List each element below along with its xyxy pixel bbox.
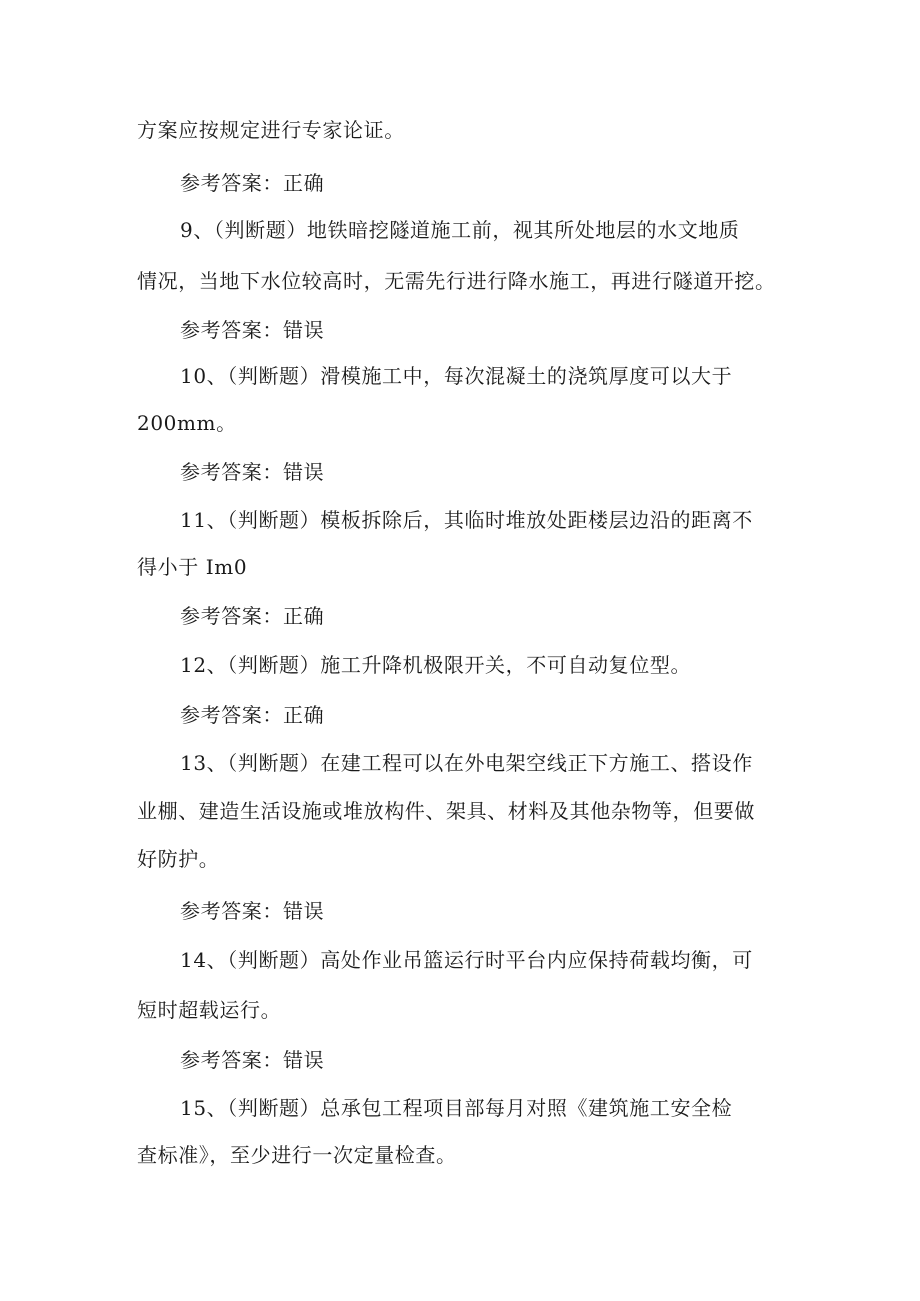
question-10-line-1: 10、（判断题）滑模施工中，每次混凝土的浇筑厚度可以大于 — [180, 364, 733, 388]
question-11-line-2: 得小于 Im0 — [137, 555, 248, 579]
question-13-line-2: 业棚、建造生活设施或堆放构件、架具、材料及其他杂物等，但要做 — [137, 799, 755, 823]
question-12: 12、（判断题）施工升降机极限开关，不可自动复位型。 — [180, 653, 692, 677]
question-9-line-2: 情况，当地下水位较高时，无需先行进行降水施工，再进行隧道开挖。 — [137, 269, 776, 293]
question-14-line-2: 短时超载运行。 — [137, 998, 282, 1022]
answer-8: 参考答案：正确 — [180, 171, 325, 195]
answer-12: 参考答案：正确 — [180, 703, 325, 727]
answer-14: 参考答案：错误 — [180, 1048, 325, 1072]
question-9-line-1: 9、（判断题）地铁暗挖隧道施工前，视其所处地层的水文地质 — [180, 218, 740, 242]
question-10-line-2: 200mm。 — [137, 411, 237, 435]
question-14-line-1: 14、（判断题）高处作业吊篮运行时平台内应保持荷载均衡，可 — [180, 948, 753, 972]
answer-13: 参考答案：错误 — [180, 899, 325, 923]
question-11-line-1: 11、（判断题）模板拆除后，其临时堆放处距楼层边沿的距离不 — [180, 508, 753, 532]
question-15-line-2: 查标准》，至少进行一次定量检查。 — [137, 1143, 457, 1167]
answer-10: 参考答案：错误 — [180, 460, 325, 484]
answer-11: 参考答案：正确 — [180, 604, 325, 628]
answer-9: 参考答案：错误 — [180, 318, 325, 342]
question-13-line-1: 13、（判断题）在建工程可以在外电架空线正下方施工、搭设作 — [180, 751, 753, 775]
question-15-line-1: 15、（判断题）总承包工程项目部每月对照《建筑施工安全检 — [180, 1096, 733, 1120]
question-13-line-3: 好防护。 — [137, 847, 220, 871]
question-8-continuation: 方案应按规定进行专家论证。 — [137, 118, 405, 142]
